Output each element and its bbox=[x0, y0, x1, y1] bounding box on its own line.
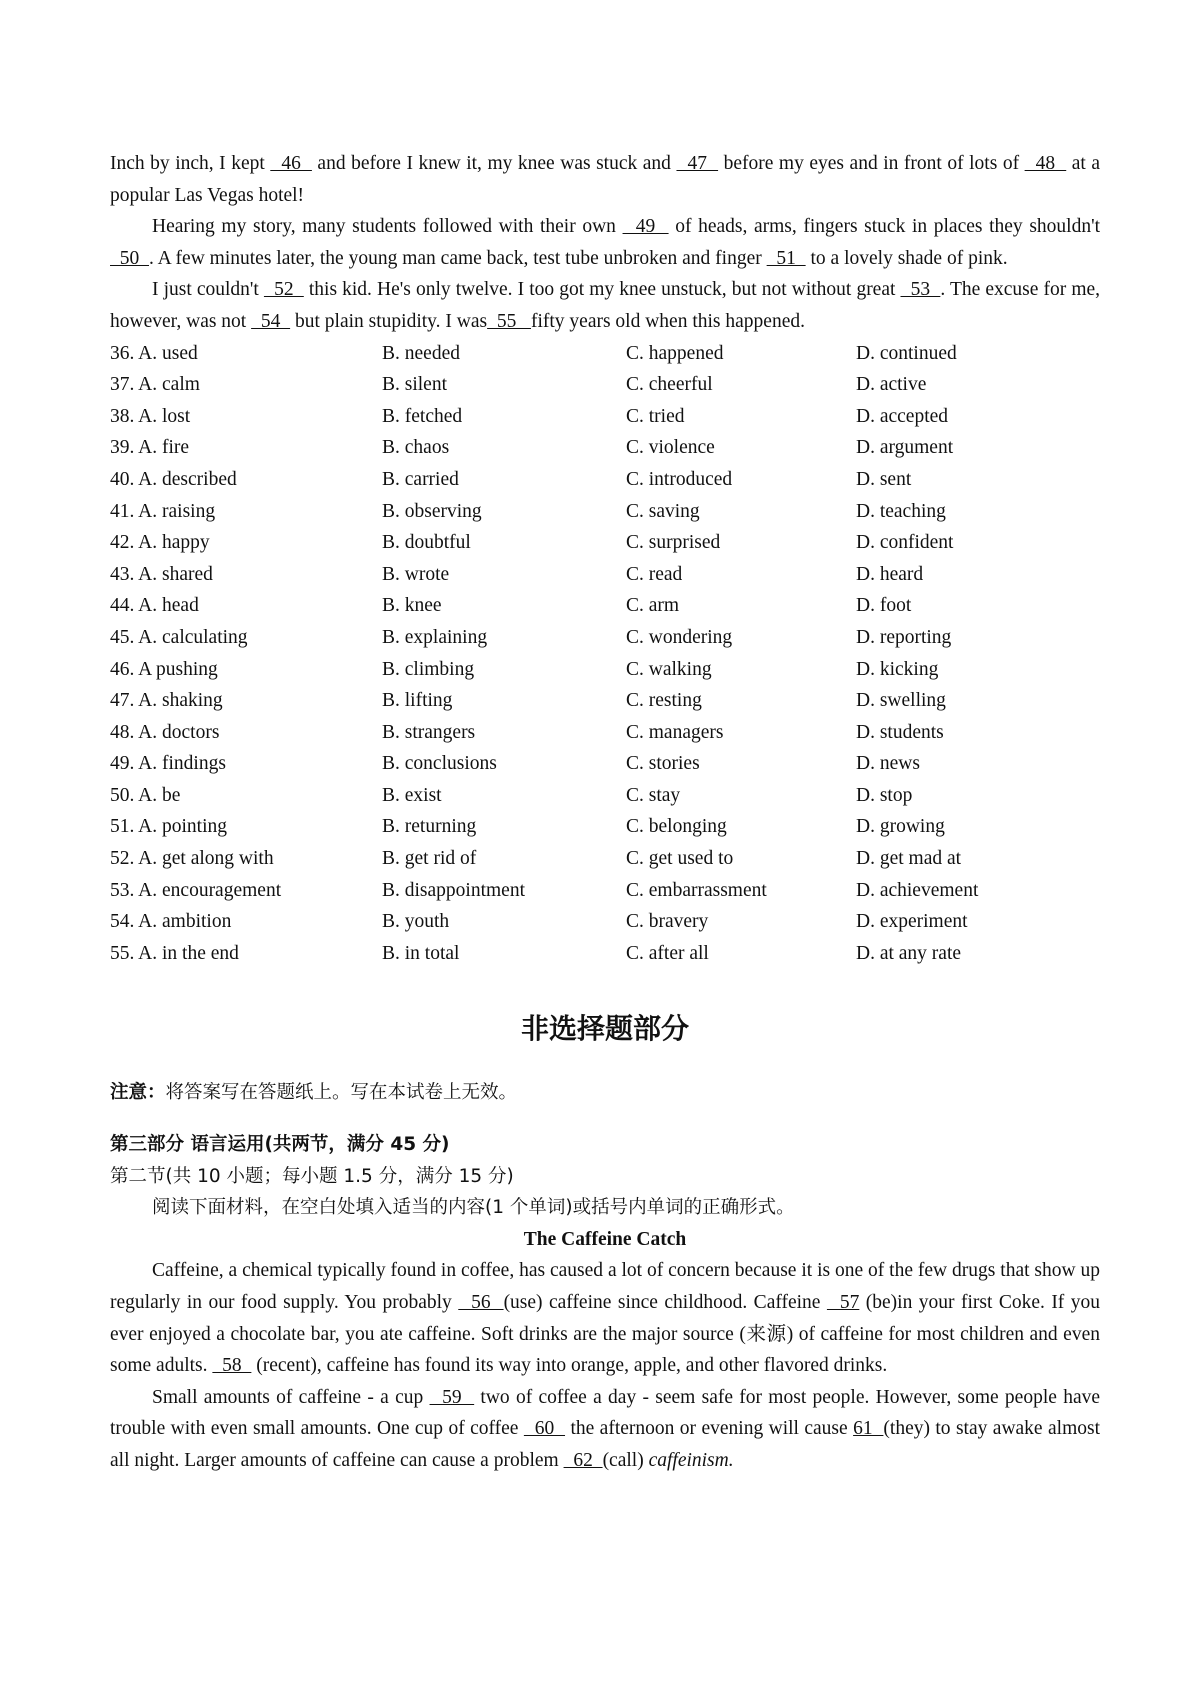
option-row bbox=[110, 780, 1100, 812]
blank-62: 62 bbox=[563, 1449, 603, 1471]
blank-50: 50 bbox=[110, 247, 149, 269]
option-row bbox=[110, 685, 1100, 717]
option-a: 53. A. encouragement bbox=[110, 879, 282, 901]
section-title: 非选择题部分 bbox=[520, 1012, 689, 1046]
option-b: B. wrote bbox=[382, 563, 450, 585]
option-row bbox=[110, 590, 1100, 622]
option-row bbox=[110, 654, 1100, 686]
blank-53: 53 bbox=[900, 279, 941, 301]
passage-text: but plain stupidity. I was bbox=[290, 310, 488, 332]
option-row bbox=[110, 717, 1100, 749]
option-a: 41. A. raising bbox=[110, 500, 216, 522]
option-a: 50. A. be bbox=[110, 784, 181, 806]
option-c: C. arm bbox=[626, 595, 680, 617]
option-d: D. reporting bbox=[856, 626, 952, 648]
option-a: 44. A. head bbox=[110, 595, 199, 617]
option-b: B. observing bbox=[382, 500, 482, 522]
option-d: D. swelling bbox=[856, 690, 946, 712]
option-d: D. sent bbox=[856, 468, 912, 490]
passage-title: The Caffeine Catch bbox=[523, 1228, 687, 1250]
option-d: D. news bbox=[856, 753, 920, 775]
option-b: B. chaos bbox=[382, 437, 450, 459]
blank-58: 58 bbox=[212, 1355, 252, 1377]
option-c: C. embarrassment bbox=[626, 879, 767, 901]
option-c: C. cheerful bbox=[626, 374, 713, 396]
blank-57: 57 bbox=[826, 1292, 860, 1313]
notice-text: 将答案写在答题纸上。写在本试卷上无效。 bbox=[165, 1082, 518, 1104]
option-row bbox=[110, 938, 1100, 970]
option-row bbox=[110, 875, 1100, 907]
passage-text: Caffeine, a chemical typically found in coffee, has caused a lot of concern because it is one of the few drugs that show up regularly in our food supply. You probably bbox=[110, 1260, 1100, 1313]
option-c: C. surprised bbox=[626, 532, 721, 554]
passage-paragraph bbox=[110, 148, 1100, 211]
option-a: 51. A. pointing bbox=[110, 816, 228, 838]
option-a: 46. A pushing bbox=[110, 658, 218, 680]
blank-55: 55 bbox=[487, 310, 531, 332]
blank-61: 61 bbox=[853, 1418, 884, 1440]
option-a: 43. A. shared bbox=[110, 563, 213, 585]
notice-label: 注意： bbox=[110, 1082, 166, 1104]
option-b: B. doubtful bbox=[382, 532, 471, 554]
option-row bbox=[110, 464, 1100, 496]
option-b: B. fetched bbox=[382, 405, 463, 427]
option-row bbox=[110, 401, 1100, 433]
option-b: B. strangers bbox=[382, 721, 476, 743]
option-a: 40. A. described bbox=[110, 468, 237, 490]
option-b: B. knee bbox=[382, 595, 442, 617]
option-d: D. argument bbox=[856, 437, 954, 459]
option-d: D. continued bbox=[856, 342, 957, 364]
option-row bbox=[110, 748, 1100, 780]
option-d: D. experiment bbox=[856, 911, 968, 933]
passage-text: Hearing my story, many students followed with their own bbox=[152, 216, 623, 238]
option-c: C. managers bbox=[626, 721, 724, 743]
option-c: C. saving bbox=[626, 500, 700, 522]
option-b: B. disappointment bbox=[382, 879, 525, 901]
option-a: 38. A. lost bbox=[110, 405, 191, 427]
option-d: D. students bbox=[856, 721, 944, 743]
option-b: B. needed bbox=[382, 342, 460, 364]
option-a: 49. A. findings bbox=[110, 753, 226, 775]
option-c: C. get used to bbox=[626, 848, 734, 870]
option-d: D. stop bbox=[856, 784, 913, 806]
option-d: D. confident bbox=[856, 532, 954, 554]
instruction: 阅读下面材料，在空白处填入适当的内容(1 个单词)或括号内单词的正确形式。 bbox=[152, 1197, 795, 1219]
blank-59: 59 bbox=[429, 1386, 475, 1408]
part-heading: 第三部分 语言运用(共两节，满分 45 分) bbox=[110, 1134, 450, 1156]
option-row bbox=[110, 432, 1100, 464]
option-row bbox=[110, 496, 1100, 528]
passage-text: to a lovely shade of pink. bbox=[805, 247, 1008, 269]
blank-56: 56 bbox=[458, 1292, 504, 1313]
option-row bbox=[110, 527, 1100, 559]
option-a: 52. A. get along with bbox=[110, 848, 274, 870]
option-d: D. kicking bbox=[856, 658, 939, 680]
option-row bbox=[110, 843, 1100, 875]
blank-46: 46 bbox=[270, 153, 312, 174]
passage-text: this kid. He's only twelve. I too got my knee unstuck, but not without great bbox=[303, 279, 901, 301]
option-a: 47. A. shaking bbox=[110, 690, 223, 712]
option-a: 39. A. fire bbox=[110, 437, 190, 459]
passage-text: (call) bbox=[602, 1449, 649, 1471]
option-b: B. exist bbox=[382, 784, 442, 806]
option-d: D. achievement bbox=[856, 879, 979, 901]
passage-paragraph bbox=[110, 211, 1100, 274]
option-d: D. at any rate bbox=[856, 942, 962, 964]
passage-paragraph bbox=[110, 274, 1100, 337]
option-c: C. stay bbox=[626, 784, 681, 806]
section-subheading: 第二节(共 10 小题；每小题 1.5 分，满分 15 分) bbox=[110, 1165, 514, 1187]
option-b: B. lifting bbox=[382, 690, 453, 712]
option-d: D. foot bbox=[856, 595, 912, 617]
option-c: C. read bbox=[626, 563, 683, 585]
options-list bbox=[110, 338, 1100, 970]
passage-text: I just couldn't bbox=[152, 279, 264, 301]
option-a: 36. A. used bbox=[110, 342, 198, 364]
option-b: B. carried bbox=[382, 468, 459, 490]
passage-text: and before I knew it, my knee was stuck and bbox=[311, 153, 677, 174]
option-c: C. happened bbox=[626, 342, 724, 364]
passage-paragraph bbox=[110, 1382, 1100, 1477]
option-c: C. tried bbox=[626, 405, 685, 427]
blank-49: 49 bbox=[622, 216, 669, 238]
option-c: C. introduced bbox=[626, 468, 733, 490]
exam-page bbox=[110, 148, 1100, 1477]
option-a: 48. A. doctors bbox=[110, 721, 220, 743]
option-d: D. heard bbox=[856, 563, 924, 585]
option-b: B. in total bbox=[382, 942, 460, 964]
passage-text: (use) caffeine since childhood. Caffeine bbox=[503, 1292, 827, 1313]
option-d: D. get mad at bbox=[856, 848, 962, 870]
option-row bbox=[110, 369, 1100, 401]
passage-text: two of coffee a day - seem safe for most people. However, some people have trouble with even small amounts. One cup of coffee bbox=[110, 1386, 1100, 1440]
passage-text: . A few minutes later, the young man came back, test tube unbroken and finger bbox=[149, 247, 767, 269]
notice bbox=[110, 1077, 1100, 1109]
option-a: 54. A. ambition bbox=[110, 911, 232, 933]
passage-text: the afternoon or evening will cause bbox=[565, 1418, 854, 1440]
option-b: B. conclusions bbox=[382, 753, 497, 775]
option-b: B. climbing bbox=[382, 658, 475, 680]
passage-text: (be)in your first Coke. If you ever enjoyed a chocolate bar, you ate caffeine. Soft drinks are the major source (来源) of caffeine for most children and even some adults. bbox=[110, 1292, 1101, 1377]
option-row bbox=[110, 811, 1100, 843]
option-b: B. returning bbox=[382, 816, 477, 838]
option-b: B. youth bbox=[382, 911, 450, 933]
option-d: D. active bbox=[856, 374, 927, 396]
option-a: 55. A. in the end bbox=[110, 942, 239, 964]
option-row bbox=[110, 906, 1100, 938]
passage-text: Inch by inch, I kept bbox=[110, 153, 271, 174]
passage-text: fifty years old when this happened. bbox=[530, 310, 805, 332]
passage-text: Small amounts of caffeine - a cup bbox=[152, 1386, 430, 1408]
option-a: 45. A. calculating bbox=[110, 626, 248, 648]
option-b: B. explaining bbox=[382, 626, 488, 648]
blank-47: 47 bbox=[676, 153, 719, 174]
option-c: C. belonging bbox=[626, 816, 727, 838]
blank-51: 51 bbox=[766, 247, 806, 269]
option-d: D. teaching bbox=[856, 500, 946, 522]
option-row bbox=[110, 559, 1100, 591]
blank-52: 52 bbox=[263, 279, 304, 301]
option-d: D. growing bbox=[856, 816, 945, 838]
option-a: 42. A. happy bbox=[110, 532, 210, 554]
option-c: C. wondering bbox=[626, 626, 733, 648]
option-row bbox=[110, 622, 1100, 654]
passage-text: (they) to stay awake almost all night. Larger amounts of caffeine can cause a problem bbox=[110, 1418, 1100, 1471]
option-a: 37. A. calm bbox=[110, 374, 200, 396]
option-row bbox=[110, 338, 1100, 370]
passage-text: at a popular Las Vegas hotel! bbox=[110, 153, 1101, 206]
option-c: C. violence bbox=[626, 437, 715, 459]
option-b: B. get rid of bbox=[382, 848, 477, 870]
passage-text: before my eyes and in front of lots of bbox=[718, 153, 1025, 174]
passage-text: . The excuse for me, however, was not bbox=[110, 279, 1101, 332]
option-c: C. bravery bbox=[626, 911, 709, 933]
passage-text-italic: caffeinism. bbox=[648, 1449, 734, 1471]
passage-paragraph bbox=[110, 1255, 1100, 1381]
option-d: D. accepted bbox=[856, 405, 949, 427]
option-c: C. resting bbox=[626, 690, 702, 712]
blank-54: 54 bbox=[251, 310, 291, 332]
blank-60: 60 bbox=[523, 1418, 566, 1440]
passage-text: of heads, arms, fingers stuck in places they shouldn't bbox=[668, 216, 1101, 238]
option-c: C. stories bbox=[626, 753, 700, 775]
option-c: C. walking bbox=[626, 658, 712, 680]
passage-text: (recent), caffeine has found its way into orange, apple, and other flavored drinks. bbox=[251, 1355, 888, 1377]
blank-48: 48 bbox=[1024, 153, 1067, 174]
option-b: B. silent bbox=[382, 374, 448, 396]
option-c: C. after all bbox=[626, 942, 709, 964]
